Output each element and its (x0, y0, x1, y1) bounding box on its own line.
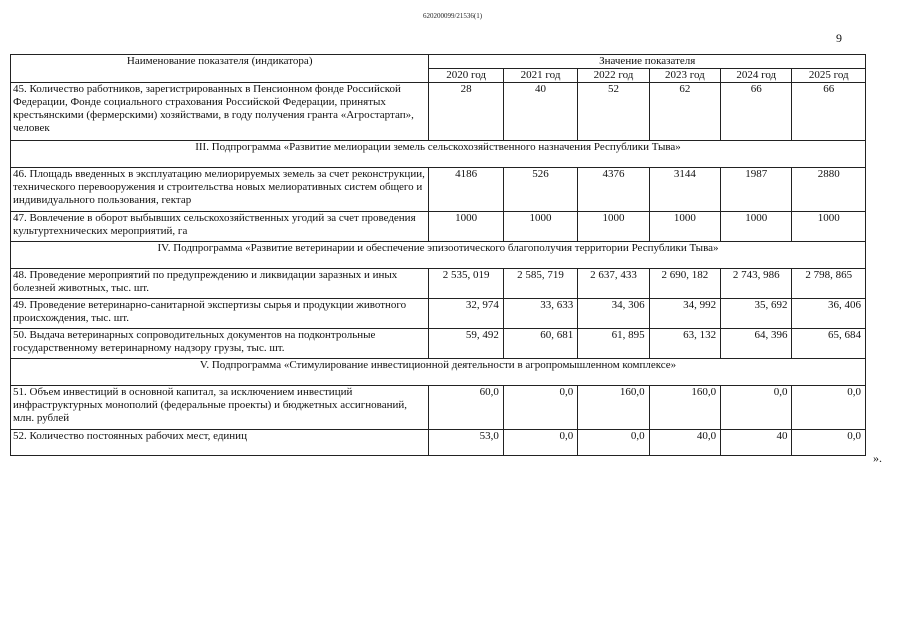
value-cell: 4376 (578, 168, 649, 212)
value-cell: 1000 (649, 212, 720, 242)
value-cell: 160,0 (578, 386, 649, 430)
value-cell: 1987 (721, 168, 792, 212)
section-heading: IV. Подпрограмма «Развитие ветеринарии и обеспечение эпизоотического благополучия территории Республики Тыва» (11, 242, 866, 269)
indicator-label: 48. Проведение мероприятий по предупреждению и ликвидации заразных и иных болезней животных, тыс. шт. (11, 269, 429, 299)
value-cell: 53,0 (429, 430, 503, 456)
value-cell: 4186 (429, 168, 503, 212)
table-row (11, 269, 866, 299)
value-cell: 0,0 (503, 430, 577, 456)
indicator-label: 47. Вовлечение в оборот выбывших сельскохозяйственных угодий за счет проведения культуртехнических мероприятий, га (11, 212, 429, 242)
value-cell: 526 (503, 168, 577, 212)
year-header: 2024 год (721, 69, 792, 83)
value-cell: 28 (429, 83, 503, 141)
value-cell: 64, 396 (721, 329, 792, 359)
value-cell: 0,0 (721, 386, 792, 430)
year-header: 2025 год (792, 69, 866, 83)
value-cell: 33, 633 (503, 299, 577, 329)
indicator-value-header: Значение показателя (429, 55, 866, 69)
table-row (11, 299, 866, 329)
section-row (11, 359, 866, 386)
value-cell: 60,0 (429, 386, 503, 430)
page-number: 9 (836, 31, 842, 45)
year-header: 2022 год (578, 69, 649, 83)
value-cell: 34, 992 (649, 299, 720, 329)
value-cell: 63, 132 (649, 329, 720, 359)
value-cell: 52 (578, 83, 649, 141)
value-cell: 0,0 (578, 430, 649, 456)
value-cell: 1000 (429, 212, 503, 242)
table-row (11, 212, 866, 242)
table-row (11, 83, 866, 141)
section-row (11, 242, 866, 269)
year-header: 2021 год (503, 69, 577, 83)
value-cell: 2 535, 019 (429, 269, 503, 299)
section-heading: III. Подпрограмма «Развитие мелиорации земель сельскохозяйственного назначения Республики Тыва» (11, 141, 866, 168)
closing-quote-mark: ». (873, 451, 882, 465)
indicator-label: 45. Количество работников, зарегистрированных в Пенсионном фонде Российской Федерации, Фонде социального страхования Российской Федерации, принятых крестьянскими (фермерскими) хозяйствами, в году получения гранта «Агростартап», человек (11, 83, 429, 141)
value-cell: 0,0 (503, 386, 577, 430)
value-cell: 1000 (792, 212, 866, 242)
value-cell: 65, 684 (792, 329, 866, 359)
indicator-label: 51. Объем инвестиций в основной капитал, за исключением инвестиций инфраструктурных монополий (федеральные проекты) и бюджетных ассигнований, млн. рублей (11, 386, 429, 430)
year-header: 2020 год (429, 69, 503, 83)
value-cell: 40,0 (649, 430, 720, 456)
value-cell: 32, 974 (429, 299, 503, 329)
value-cell: 40 (503, 83, 577, 141)
value-cell: 3144 (649, 168, 720, 212)
document-code: 620200099/21536(1) (422, 12, 483, 20)
value-cell: 2 690, 182 (649, 269, 720, 299)
indicator-label: 52. Количество постоянных рабочих мест, единиц (11, 430, 429, 456)
indicator-label: 50. Выдача ветеринарных сопроводительных документов на подконтрольные государственному ветеринарному надзору грузы, тыс. шт. (11, 329, 429, 359)
table-row (11, 168, 866, 212)
table-row (11, 430, 866, 456)
value-cell: 160,0 (649, 386, 720, 430)
indicators-table (10, 54, 866, 456)
value-cell: 2 798, 865 (792, 269, 866, 299)
value-cell: 66 (792, 83, 866, 141)
table-row (11, 386, 866, 430)
value-cell: 60, 681 (503, 329, 577, 359)
value-cell: 40 (721, 430, 792, 456)
value-cell: 1000 (721, 212, 792, 242)
value-cell: 1000 (578, 212, 649, 242)
value-cell: 61, 895 (578, 329, 649, 359)
indicator-name-header: Наименование показателя (индикатора) (11, 55, 429, 83)
value-cell: 2 637, 433 (578, 269, 649, 299)
value-cell: 2 743, 986 (721, 269, 792, 299)
year-header: 2023 год (649, 69, 720, 83)
value-cell: 2880 (792, 168, 866, 212)
value-cell: 62 (649, 83, 720, 141)
value-cell: 2 585, 719 (503, 269, 577, 299)
section-row (11, 141, 866, 168)
table-header-row (11, 55, 866, 69)
value-cell: 35, 692 (721, 299, 792, 329)
table-row (11, 329, 866, 359)
value-cell: 0,0 (792, 430, 866, 456)
value-cell: 36, 406 (792, 299, 866, 329)
indicator-label: 49. Проведение ветеринарно-санитарной экспертизы сырья и продукции животного происхождения, тыс. шт. (11, 299, 429, 329)
value-cell: 0,0 (792, 386, 866, 430)
value-cell: 34, 306 (578, 299, 649, 329)
value-cell: 59, 492 (429, 329, 503, 359)
indicator-label: 46. Площадь введенных в эксплуатацию мелиорируемых земель за счет реконструкции, технического перевооружения и строительства новых мелиоративных систем общего и индивидуального пользования, гектар (11, 168, 429, 212)
section-heading: V. Подпрограмма «Стимулирование инвестиционной деятельности в агропромышленном комплексе» (11, 359, 866, 386)
value-cell: 1000 (503, 212, 577, 242)
value-cell: 66 (721, 83, 792, 141)
